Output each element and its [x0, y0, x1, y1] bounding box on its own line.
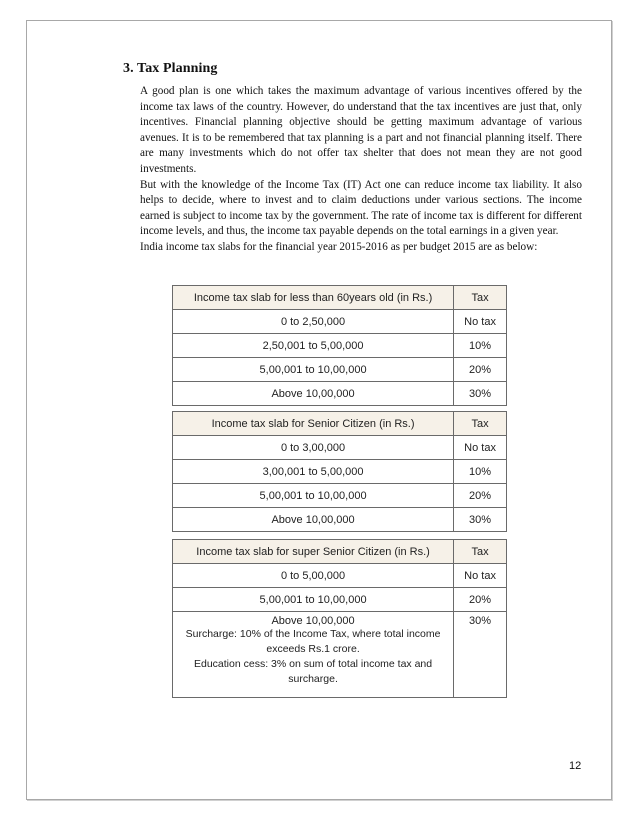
table-row	[173, 382, 507, 406]
surcharge-note: Surcharge: 10% of the Income Tax, where total income exceeds Rs.1 crore.	[185, 628, 441, 655]
tax-cell: No tax	[454, 310, 507, 334]
header-tax: Tax	[454, 286, 507, 310]
paragraph-slabs-intro: India income tax slabs for the financial year 2015-2016 as per budget 2015 are as below:	[140, 240, 538, 253]
tax-cell: 30%	[454, 612, 507, 698]
header-slab: Income tax slab for super Senior Citizen (in Rs.)	[173, 540, 454, 564]
header-tax: Tax	[454, 540, 507, 564]
slab-cell: Above 10,00,000	[173, 508, 454, 532]
table-row	[173, 436, 507, 460]
table-row	[173, 564, 507, 588]
table-row	[173, 460, 507, 484]
header-tax: Tax	[454, 412, 507, 436]
slab-cell-with-notes	[173, 612, 454, 698]
page-number: 12	[569, 760, 582, 772]
slab-value: Above 10,00,000	[271, 615, 355, 627]
slab-cell: Above 10,00,000	[173, 382, 454, 406]
paragraph-income-tax-act: But with the knowledge of the Income Tax (IT) Act one can reduce income tax liability. It also helps to decide, where to invest and to claim deductions under various sections. The income earned is subject to income tax by the government. The rate of income tax is different for different income levels, and thus, the income tax payable depends on the total earnings in a given year.	[140, 178, 582, 238]
tax-cell: 20%	[454, 588, 507, 612]
table-row	[173, 484, 507, 508]
tax-cell: 30%	[454, 508, 507, 532]
paragraph-tax-planning-intro: A good plan is one which takes the maximum advantage of various incentives offered by the income tax laws of the country. However, do understand that the tax incentives are just that, only incentives. Financial planning objective should be getting maximum advantage of various avenues. It is to be remembered that tax planning is a part and not financial planning itself. There are many investments which do not offer tax shelter that does not mean they are not good investments.	[140, 85, 582, 175]
slab-cell: 0 to 3,00,000	[173, 436, 454, 460]
slab-cell: 5,00,001 to 10,00,000	[173, 484, 454, 508]
table-header-row	[173, 412, 507, 436]
tax-cell: No tax	[454, 436, 507, 460]
tax-cell: 20%	[454, 484, 507, 508]
tax-slab-table-super-senior-citizen	[172, 539, 507, 698]
section-heading: 3. Tax Planning	[123, 61, 218, 76]
slab-cell: 3,00,001 to 5,00,000	[173, 460, 454, 484]
slab-cell: 0 to 2,50,000	[173, 310, 454, 334]
tax-cell: 10%	[454, 334, 507, 358]
tax-slab-table-senior-citizen	[172, 411, 507, 532]
table-row	[173, 508, 507, 532]
table-row	[173, 334, 507, 358]
table-row	[173, 588, 507, 612]
header-slab: Income tax slab for Senior Citizen (in Rs.)	[173, 412, 454, 436]
table-header-row	[173, 540, 507, 564]
tax-slab-table-below-60	[172, 285, 507, 406]
slab-cell: 0 to 5,00,000	[173, 564, 454, 588]
tax-cell: 30%	[454, 382, 507, 406]
table-row	[173, 358, 507, 382]
header-slab: Income tax slab for less than 60years old (in Rs.)	[173, 286, 454, 310]
slab-cell: 5,00,001 to 10,00,000	[173, 358, 454, 382]
table-row	[173, 612, 507, 698]
tax-cell: 20%	[454, 358, 507, 382]
slab-cell: 5,00,001 to 10,00,000	[173, 588, 454, 612]
table-row	[173, 310, 507, 334]
table-header-row	[173, 286, 507, 310]
slab-cell: 2,50,001 to 5,00,000	[173, 334, 454, 358]
tax-cell: No tax	[454, 564, 507, 588]
tax-cell: 10%	[454, 460, 507, 484]
body-text	[140, 84, 582, 256]
education-cess-note: Education cess: 3% on sum of total income tax and surcharge.	[193, 658, 433, 685]
